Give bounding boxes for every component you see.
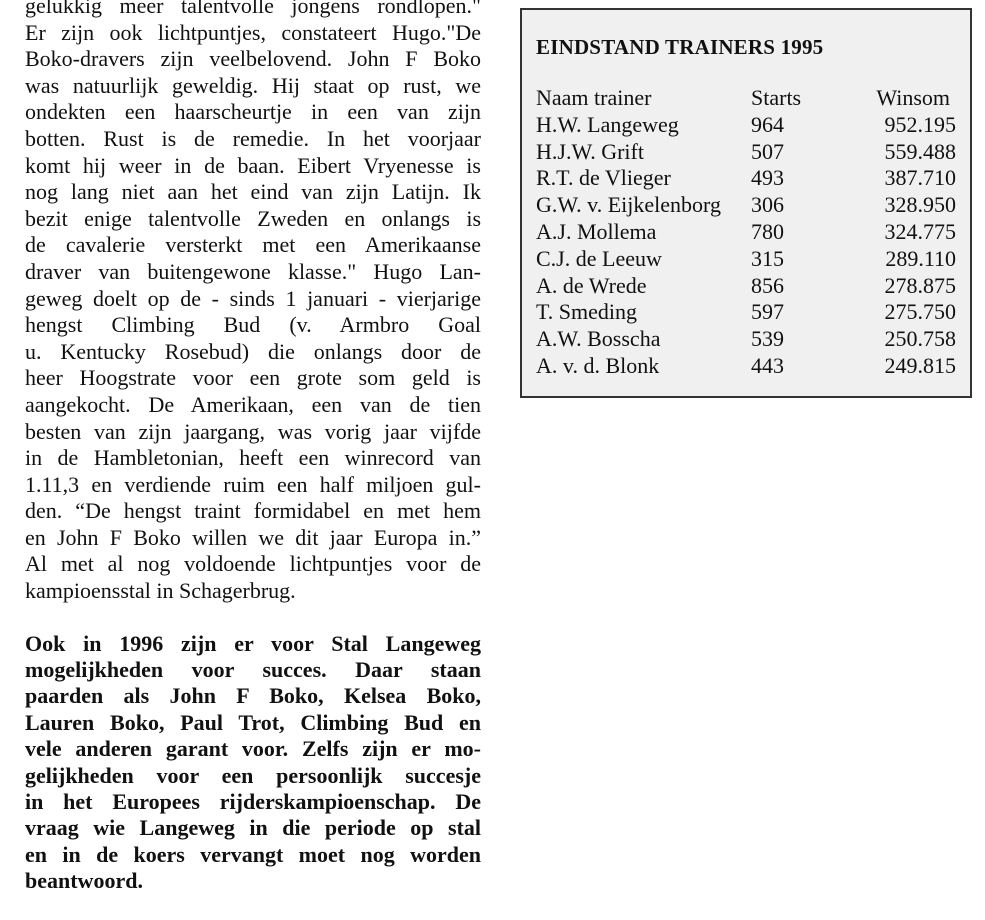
trainer-starts: 315 [751, 245, 784, 271]
trainer-starts: 493 [751, 165, 784, 191]
article-paragraph-1 [25, 0, 481, 605]
text-line: Al met al nog voldoende lichtpuntjes voor de [25, 551, 481, 577]
table-row [536, 299, 956, 326]
trainer-name: A.J. Mollema [536, 218, 657, 244]
text-line: hengst Climbing Bud (v. Armbro Goal [25, 312, 481, 338]
text-line: komt hij weer in de baan. Eibert Vryenesse is [25, 152, 481, 178]
table-row [536, 139, 956, 166]
trainer-name: H.J.W. Grift [536, 138, 644, 164]
table-row [536, 112, 956, 139]
text-line: Lauren Boko, Paul Trot, Climbing Bud en [25, 709, 481, 735]
table-header-row [536, 85, 956, 112]
standings-table [536, 85, 956, 380]
text-line: geweg doelt op de - sinds 1 januari - vierjarige [25, 285, 481, 311]
text-line: paarden als John F Boko, Kelsea Boko, [25, 683, 481, 709]
text-line: besten van zijn jaargang, was vorig jaar vijfde [25, 418, 481, 444]
trainer-starts: 856 [751, 272, 784, 298]
text-line: ondekten een haarscheurtje in een van zijn [25, 99, 481, 125]
trainer-name: C.J. de Leeuw [536, 245, 662, 271]
text-line: gelijkheden voor een persoonlijk succesje [25, 762, 481, 788]
trainer-name: H.W. Langeweg [536, 111, 679, 137]
text-line: den. “De hengst traint formidabel en met hem [25, 498, 481, 524]
trainer-winsom: 387.710 [884, 165, 956, 191]
trainer-starts: 964 [751, 111, 784, 137]
trainer-starts: 507 [751, 138, 784, 164]
text-line: gelukkig meer talentvolle jongens rondlopen." [25, 0, 481, 18]
trainer-starts: 306 [751, 192, 784, 218]
text-line: in de Hambletonian, heeft een winrecord van [25, 445, 481, 471]
text-line: en in de koers vervangt moet nog worden [25, 841, 481, 867]
trainer-winsom: 952.195 [884, 111, 956, 137]
text-line: mogelijkheden voor succes. Daar staan [25, 657, 481, 683]
text-line: Ook in 1996 zijn er voor Stal Langeweg [25, 630, 481, 656]
text-line: vraag wie Langeweg in die periode op stal [25, 815, 481, 841]
text-line: in het Europees rijderskampioenschap. De [25, 789, 481, 814]
trainer-winsom: 278.875 [884, 272, 956, 298]
header-starts: Starts [751, 85, 802, 110]
header-winsom: Winsom [876, 85, 950, 110]
trainer-winsom: 289.110 [885, 245, 956, 271]
trainer-winsom: 250.758 [884, 326, 956, 352]
trainer-winsom: 275.750 [884, 299, 956, 325]
trainer-name: R.T. de Vlieger [536, 165, 671, 191]
trainer-starts: 597 [751, 299, 784, 325]
table-row [536, 246, 956, 273]
trainer-winsom: 324.775 [884, 218, 956, 244]
trainer-name: A. v. d. Blonk [536, 352, 660, 378]
text-line: draver van buitengewone klasse." Hugo Lan- [25, 258, 481, 284]
standings-title: EINDSTAND TRAINERS 1995 [536, 35, 824, 59]
text-line: beantwoord. [25, 868, 143, 894]
trainer-name: T. Smeding [536, 299, 638, 325]
text-line: 1.11,3 en verdiende ruim een half miljoen gul- [25, 471, 481, 497]
trainer-winsom: 559.488 [884, 138, 956, 164]
article-paragraph-2 [25, 631, 481, 895]
trainer-starts: 539 [751, 326, 784, 352]
trainer-starts: 780 [751, 218, 784, 244]
text-line: kampioensstal in Schagerbrug. [25, 578, 296, 604]
table-row [536, 192, 956, 219]
text-line: en John F Boko willen we dit jaar Europa in.” [25, 524, 481, 550]
text-line: vele anderen garant voor. Zelfs zijn er mo- [25, 736, 481, 762]
table-row [536, 219, 956, 246]
trainer-name: G.W. v. Eijkelenborg [536, 192, 721, 218]
text-line: botten. Rust is de remedie. In het voorjaar [25, 125, 481, 151]
trainer-winsom: 249.815 [884, 352, 956, 378]
text-line: nog lang niet aan het eind van zijn Latijn. Ik [25, 179, 481, 205]
text-line: Boko-dravers zijn veelbelovend. John F Boko [25, 46, 481, 72]
text-line: was natuurlijk geweldig. Hij staat op rust, we [25, 72, 481, 98]
text-line: aangekocht. De Amerikaan, een van de tien [25, 391, 481, 417]
text-line: de cavalerie versterkt met een Amerikaanse [25, 232, 481, 258]
text-line: Er zijn ook lichtpuntjes, constateert Hugo."De [25, 19, 481, 45]
trainer-starts: 443 [751, 352, 784, 378]
trainer-standings-box [520, 8, 972, 398]
text-line: u. Kentucky Rosebud) die onlangs door de [25, 338, 481, 364]
text-line: heer Hoogstrate voor een grote som geld is [25, 365, 481, 391]
paragraph-gap [25, 605, 481, 631]
trainer-winsom: 328.950 [884, 192, 956, 218]
table-row [536, 273, 956, 300]
table-row [536, 326, 956, 353]
article-column [25, 0, 481, 895]
table-row [536, 165, 956, 192]
table-row [536, 353, 956, 380]
header-name: Naam trainer [536, 85, 652, 110]
text-line: bezit enige talentvolle Zweden en onlangs is [25, 205, 481, 231]
trainer-name: A. de Wrede [536, 272, 647, 298]
trainer-name: A.W. Bosscha [536, 326, 661, 352]
